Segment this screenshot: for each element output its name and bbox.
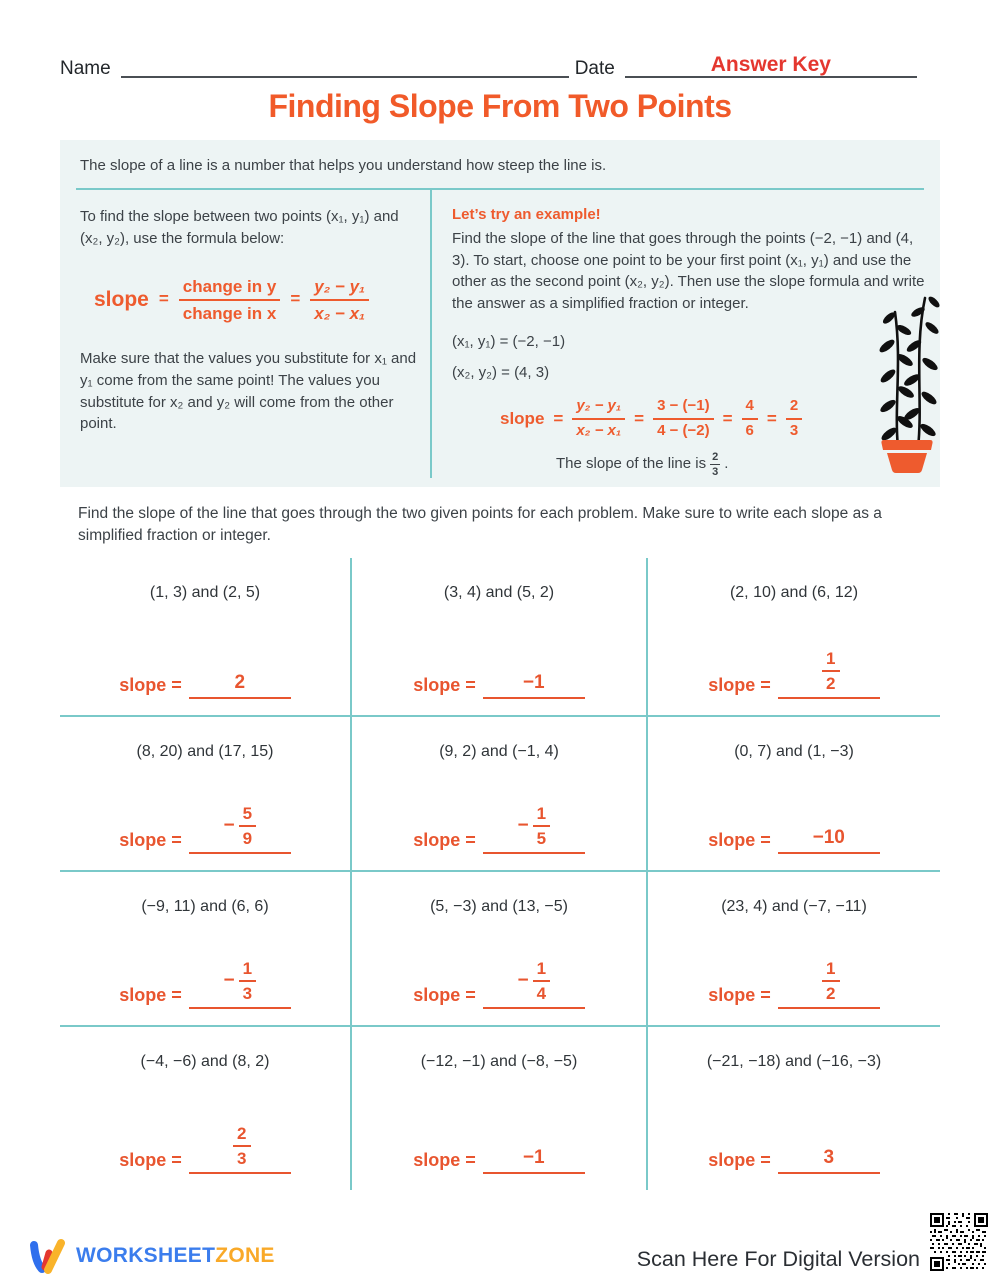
problem-cell-5	[352, 717, 648, 872]
problem-points: (1, 3) and (2, 5)	[149, 584, 261, 601]
fraction-denominator: 2	[826, 984, 836, 1004]
fraction	[822, 959, 839, 1004]
result-fraction	[742, 397, 758, 441]
example-heading: Let’s try an example!	[452, 206, 601, 223]
equals-sign: =	[290, 289, 301, 309]
fraction-numerator: 1	[533, 959, 550, 983]
problem-cell-8	[352, 872, 648, 1027]
formula-note-text: Make sure that the values you substitute for x₁ and y₁ come from the same point! The values you substitute for x₂ and y₂ will come from the other point.	[80, 350, 417, 433]
fraction-numerator: 2	[786, 397, 802, 420]
intro-box	[60, 140, 940, 487]
equals-sign: =	[634, 408, 645, 428]
substituted-fraction	[653, 397, 714, 441]
equals-sign: =	[158, 289, 169, 309]
fraction	[239, 959, 256, 1004]
problem-cell-9	[648, 872, 940, 1027]
slope-label: slope =	[708, 675, 771, 695]
fraction	[533, 959, 550, 1004]
answer-row	[413, 672, 585, 699]
answer-value: 3	[823, 1147, 835, 1168]
problem-points: (5, −3) and (13, −5)	[430, 898, 568, 915]
fraction-numerator: 5	[239, 804, 256, 828]
slope-label: slope =	[708, 830, 771, 850]
fraction	[822, 649, 839, 694]
fraction-sign: −	[223, 970, 235, 992]
page-title: Finding Slope From Two Points	[268, 88, 732, 124]
problem-cell-3	[648, 558, 940, 717]
change-fraction	[179, 276, 281, 325]
date-input-line[interactable]	[625, 54, 917, 78]
fraction-denominator: 5	[536, 829, 547, 849]
answer-blank[interactable]	[189, 804, 291, 854]
slope-label: slope =	[119, 985, 182, 1005]
fraction-denominator: change in x	[182, 303, 277, 323]
answer-row	[119, 672, 291, 699]
problem-cell-11	[352, 1027, 648, 1190]
fraction-denominator: 9	[242, 829, 253, 849]
fraction-denominator: 4	[536, 984, 547, 1004]
answer-blank[interactable]	[778, 827, 880, 854]
answer-value	[229, 1124, 250, 1169]
problem-points: (8, 20) and (17, 15)	[136, 743, 274, 760]
logo-text	[76, 1244, 275, 1268]
simplified-fraction	[786, 397, 802, 441]
problem-points: (−9, 11) and (6, 6)	[141, 898, 269, 915]
fraction-denominator: 2	[826, 674, 836, 694]
example-point-2: (x₂, y₂) = (4, 3)	[452, 363, 550, 381]
slope-formula	[94, 276, 420, 325]
problem-points: (0, 7) and (1, −3)	[734, 743, 854, 760]
answer-value: −1	[522, 672, 545, 693]
conclusion-text: The slope of the line is	[556, 455, 707, 473]
problem-points: (−12, −1) and (−8, −5)	[420, 1053, 578, 1070]
answer-value	[223, 959, 256, 1004]
equals-sign: =	[722, 408, 733, 428]
problem-cell-10	[60, 1027, 352, 1190]
problem-points: (9, 2) and (−1, 4)	[439, 743, 559, 760]
answer-value	[517, 959, 550, 1004]
fraction	[233, 1124, 250, 1169]
slope-word: slope	[94, 287, 149, 311]
answer-row	[413, 959, 585, 1009]
answer-key-text: Answer Key	[710, 53, 831, 76]
fraction-denominator: 4 − (−2)	[657, 422, 710, 439]
slope-label: slope =	[708, 1150, 771, 1170]
answer-blank[interactable]	[189, 959, 291, 1009]
example-paragraph: Find the slope of the line that goes through the points (−2, −1) and (4, 3). To start, choose one point to be your first point (x₁, y₁) and use the other as the second point (x₂, y₂). Then use the slope formula and write the answer as a simplified fraction or integer.	[452, 229, 925, 312]
problem-cell-12	[648, 1027, 940, 1190]
answer-blank[interactable]	[189, 1124, 291, 1174]
fraction	[239, 804, 256, 849]
fraction-sign: −	[223, 815, 235, 837]
slope-label: slope =	[708, 985, 771, 1005]
fraction-numerator: 1	[822, 959, 839, 983]
problem-cell-2	[352, 558, 648, 717]
answer-blank[interactable]	[778, 959, 880, 1009]
conclusion-period: .	[724, 455, 729, 473]
worksheet-zone-logo-icon	[28, 1238, 68, 1274]
problems-instructions: Find the slope of the line that goes through the two given points for each problem. Make sure to write each slope as a simplified fraction or integer.	[78, 505, 882, 544]
answer-row	[708, 1147, 880, 1174]
answer-row	[119, 959, 291, 1009]
problem-cell-6	[648, 717, 940, 872]
header-row	[60, 54, 938, 80]
answer-row	[119, 1124, 291, 1174]
fraction-numerator: 2	[233, 1124, 250, 1148]
problem-points: (−21, −18) and (−16, −3)	[706, 1053, 882, 1070]
problem-points: (2, 10) and (6, 12)	[729, 584, 859, 601]
fraction-numerator: y₂ − y₁	[310, 276, 369, 301]
date-label: Date	[574, 58, 615, 79]
answer-blank[interactable]	[483, 804, 585, 854]
conclusion-fraction	[710, 451, 720, 478]
fraction-numerator: 4	[742, 397, 758, 420]
fraction-denominator: 3	[712, 465, 719, 478]
fraction-numerator: 2	[710, 451, 720, 465]
answer-blank[interactable]	[189, 672, 291, 699]
slope-label: slope =	[413, 830, 476, 850]
answer-value	[818, 959, 839, 1004]
fraction-denominator: 6	[745, 422, 754, 439]
answer-value	[517, 804, 550, 849]
worksheet-zone-logo	[28, 1238, 275, 1274]
formula-column	[60, 190, 430, 478]
answer-blank[interactable]	[483, 959, 585, 1009]
example-equation	[500, 397, 926, 441]
slope-label: slope =	[413, 1150, 476, 1170]
slope-word: slope	[500, 408, 545, 428]
answer-blank[interactable]	[483, 672, 585, 699]
answer-row	[708, 959, 880, 1009]
fraction-denominator: 3	[237, 1149, 247, 1169]
fraction-denominator: 3	[242, 984, 253, 1004]
logo-text-worksheet: WORKSHEET	[76, 1244, 216, 1267]
slope-label: slope =	[413, 675, 476, 695]
problem-cell-4	[60, 717, 352, 872]
name-label: Name	[60, 58, 111, 79]
logo-text-zone: ZONE	[215, 1244, 275, 1267]
equals-sign: =	[553, 408, 564, 428]
problem-cell-7	[60, 872, 352, 1027]
answer-value	[818, 649, 839, 694]
slope-label: slope =	[413, 985, 476, 1005]
fraction-sign: −	[517, 815, 529, 837]
qr-code	[930, 1213, 988, 1271]
fraction	[533, 804, 550, 849]
fraction-numerator: change in y	[179, 276, 281, 301]
variable-fraction	[572, 397, 625, 441]
slope-label: slope =	[119, 1150, 182, 1170]
slope-label: slope =	[119, 675, 182, 695]
fraction-denominator: 3	[789, 422, 799, 439]
equals-sign: =	[766, 408, 777, 428]
scan-here-label: Scan Here For Digital Version	[636, 1247, 920, 1271]
example-column	[430, 190, 940, 478]
fraction-sign: −	[517, 970, 529, 992]
formula-intro-text: To find the slope between two points (x₁, y₁) and (x₂, y₂), use the formula below:	[80, 208, 399, 247]
problems-grid	[60, 558, 940, 1190]
name-input-line[interactable]	[121, 54, 569, 78]
answer-value	[223, 804, 256, 849]
fraction-numerator: 1	[822, 649, 839, 673]
answer-row	[413, 1147, 585, 1174]
answer-row	[708, 827, 880, 854]
answer-row	[413, 804, 585, 854]
example-point-1: (x₁, y₁) = (−2, −1)	[452, 332, 566, 350]
plant-illustration	[868, 288, 946, 474]
fraction-numerator: y₂ − y₁	[572, 397, 625, 420]
slope-label: slope =	[119, 830, 182, 850]
answer-blank[interactable]	[483, 1147, 585, 1174]
answer-blank[interactable]	[778, 1147, 880, 1174]
fraction-denominator: x₂ − x₁	[314, 303, 366, 323]
fraction-numerator: 1	[533, 804, 550, 828]
answer-value: −1	[522, 1147, 545, 1168]
answer-blank[interactable]	[778, 649, 880, 699]
answer-row	[708, 649, 880, 699]
problem-points: (23, 4) and (−7, −11)	[721, 898, 867, 915]
fraction-numerator: 3 − (−1)	[653, 397, 714, 420]
problem-points: (3, 4) and (5, 2)	[443, 584, 555, 601]
problem-cell-1	[60, 558, 352, 717]
answer-value: −10	[812, 827, 845, 848]
intro-opening-text: The slope of a line is a number that helps you understand how steep the line is.	[80, 157, 607, 174]
variable-fraction	[310, 276, 369, 325]
answer-value: 2	[234, 672, 246, 693]
fraction-numerator: 1	[239, 959, 256, 983]
fraction-denominator: x₂ − x₁	[576, 422, 622, 439]
answer-row	[119, 804, 291, 854]
problem-points: (−4, −6) and (8, 2)	[140, 1053, 270, 1070]
